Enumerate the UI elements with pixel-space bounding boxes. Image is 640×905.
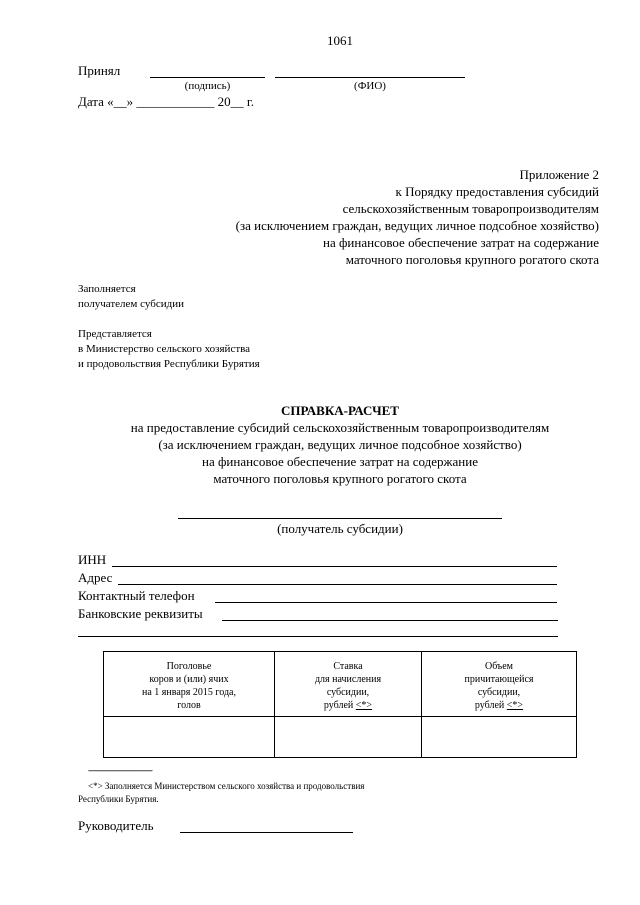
filled-by-line: Заполняется (78, 283, 136, 295)
table-cell (275, 717, 422, 758)
title-line: на предоставление субсидий сельскохозяйственным товаропроизводителям (130, 420, 550, 435)
calculation-table (103, 651, 577, 758)
submitted-to-line: в Министерство сельского хозяйства (78, 343, 251, 355)
head-signature-line (180, 832, 353, 833)
footnote-text: <*> Заполняется Министерством сельского хозяйства и продовольствия (88, 781, 365, 791)
fio-line (275, 77, 465, 78)
table-row (104, 717, 577, 758)
bank-line (222, 620, 558, 621)
footnote-ref-link[interactable]: <*> (355, 700, 373, 711)
recipient-caption: (получатель субсидии) (277, 521, 403, 536)
signature-line (150, 77, 265, 78)
annex-block (139, 166, 599, 268)
document-title (0, 402, 640, 487)
page-number: 1061 (327, 33, 353, 48)
inn-line (112, 566, 557, 567)
inn-label: ИНН (78, 552, 107, 567)
blank-line (78, 636, 558, 637)
title-line: на финансовое обеспечение затрат на содержание (202, 454, 478, 469)
footnote-ref-link[interactable]: <*> (506, 700, 524, 711)
phone-line (215, 602, 557, 603)
title-line: маточного поголовья крупного рогатого скота (213, 471, 467, 486)
annex-line: маточного поголовья крупного рогатого скота (345, 252, 599, 267)
table-header-cell: Ставка для начисления субсидии, рублей <*> (275, 652, 422, 717)
table-header-cell: Объем причитающейся субсидии, рублей <*> (422, 652, 577, 717)
phone-label: Контактный телефон (78, 588, 195, 603)
date-label: Дата «__» ____________ 20__ г. (78, 94, 255, 109)
fio-caption: (ФИО) (354, 80, 386, 92)
address-line (118, 584, 557, 585)
signature-caption: (подпись) (184, 80, 231, 92)
table-cell (422, 717, 577, 758)
annex-line: (за исключением граждан, ведущих личное подсобное хозяйство) (235, 218, 599, 233)
annex-line: к Порядку предоставления субсидий (395, 184, 599, 199)
recipient-line (178, 518, 502, 519)
title-heading: СПРАВКА-РАСЧЕТ (281, 403, 399, 418)
annex-line: Приложение 2 (519, 167, 599, 182)
footnote-text: Республики Бурятия. (78, 794, 159, 804)
annex-line: на финансовое обеспечение затрат на содержание (323, 235, 599, 250)
address-label: Адрес (78, 570, 113, 585)
table-header-cell: Поголовье коров и (или) ячих на 1 января 2015 года, голов (104, 652, 275, 717)
received-label: Принял (78, 63, 121, 78)
footnote-separator: -------------------------------- (88, 765, 152, 775)
table-cell (104, 717, 275, 758)
submitted-to-line: и продовольствия Республики Бурятия (78, 358, 260, 370)
submitted-to-line: Представляется (78, 328, 152, 340)
head-label: Руководитель (78, 818, 154, 833)
annex-line: сельскохозяйственным товаропроизводителям (342, 201, 599, 216)
title-line: (за исключением граждан, ведущих личное подсобное хозяйство) (158, 437, 522, 452)
table-header-row (104, 652, 577, 717)
filled-by-line: получателем субсидии (78, 298, 184, 310)
bank-label: Банковские реквизиты (78, 606, 203, 621)
